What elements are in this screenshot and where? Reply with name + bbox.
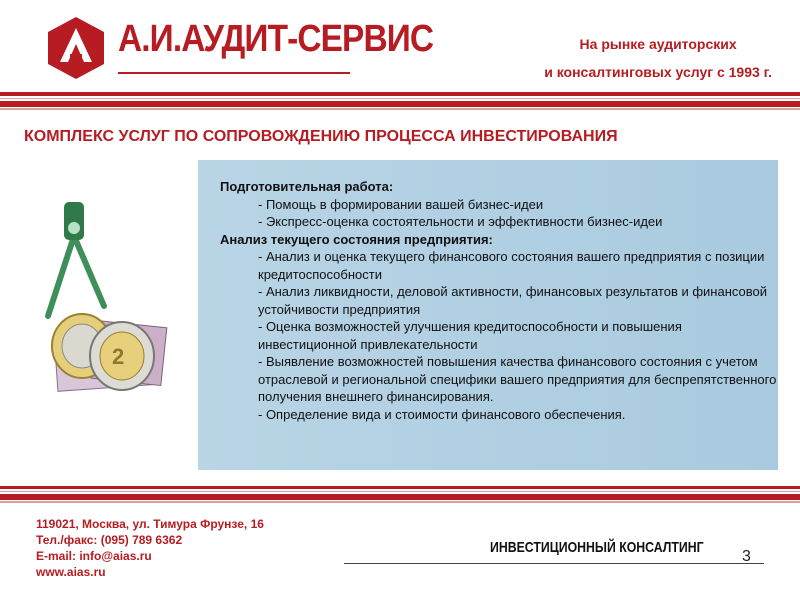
slide-title: КОМПЛЕКС УСЛУГ ПО СОПРОВОЖДЕНИЮ ПРОЦЕССА ИНВЕСТИРОВАНИЯ bbox=[24, 128, 618, 145]
header-divider-thin bbox=[0, 98, 800, 99]
section-label: ИНВЕСТИЦИОННЫЙ КОНСАЛТИНГ bbox=[490, 539, 704, 556]
footer-divider bbox=[0, 486, 800, 489]
brand-name: А.И.АУДИТ-СЕРВИС bbox=[118, 18, 434, 60]
list-item: - Анализ ликвидности, деловой активности, финансовых результатов и финансовой устойчивости предприятия bbox=[258, 284, 768, 317]
compass-coins-illustration bbox=[34, 196, 174, 406]
brand-underline bbox=[118, 72, 350, 74]
list-item: - Анализ и оценка текущего финансового состояния вашего предприятия с позиции кредитоспособности bbox=[258, 249, 765, 282]
tagline bbox=[544, 30, 772, 86]
tagline-line-2: и консалтинговых услуг с 1993 г. bbox=[544, 64, 772, 80]
services-list bbox=[220, 178, 780, 423]
list-item: - Помощь в формировании вашей бизнес-идеи bbox=[258, 196, 544, 212]
company-logo-icon bbox=[46, 16, 106, 80]
section-title-analysis: Анализ текущего состояния предприятия: bbox=[220, 231, 493, 247]
list-item: - Оценка возможностей улучшения кредитоспособности и повышения инвестиционной привлекательности bbox=[258, 319, 682, 352]
section-title-preparatory: Подготовительная работа: bbox=[220, 179, 394, 194]
website-link[interactable]: www.aias.ru bbox=[36, 565, 106, 579]
footer-divider-thin bbox=[0, 491, 800, 492]
tagline-line-1: На рынке аудиторских bbox=[579, 36, 737, 52]
list-item: - Экспресс-оценка состоятельности и эффективности бизнес-идеи bbox=[258, 214, 663, 229]
footer-rule bbox=[344, 563, 764, 564]
page-number: 3 bbox=[742, 548, 751, 565]
footer-divider-thick bbox=[0, 494, 800, 500]
email-link[interactable]: E-mail: info@aias.ru bbox=[36, 549, 152, 563]
address: 119021, Москва, ул. Тимура Фрунзе, 16 bbox=[36, 517, 264, 531]
header-divider-shadow bbox=[0, 108, 800, 110]
phone: Тел./факс: (095) 789 6362 bbox=[36, 533, 183, 547]
header-divider-thick bbox=[0, 101, 800, 107]
list-item: - Выявление возможностей повышения качества финансового состояния с учетом отраслевой и региональной специфики вашего предприятия для беспрепятственного получения внешнего финансирования. bbox=[258, 354, 777, 404]
contact-info bbox=[36, 516, 264, 580]
list-item: - Определение вида и стоимости финансового обеспечения. bbox=[258, 406, 626, 422]
footer-divider-shadow bbox=[0, 501, 800, 503]
svg-text:2: 2 bbox=[112, 344, 125, 369]
header-divider bbox=[0, 92, 800, 96]
